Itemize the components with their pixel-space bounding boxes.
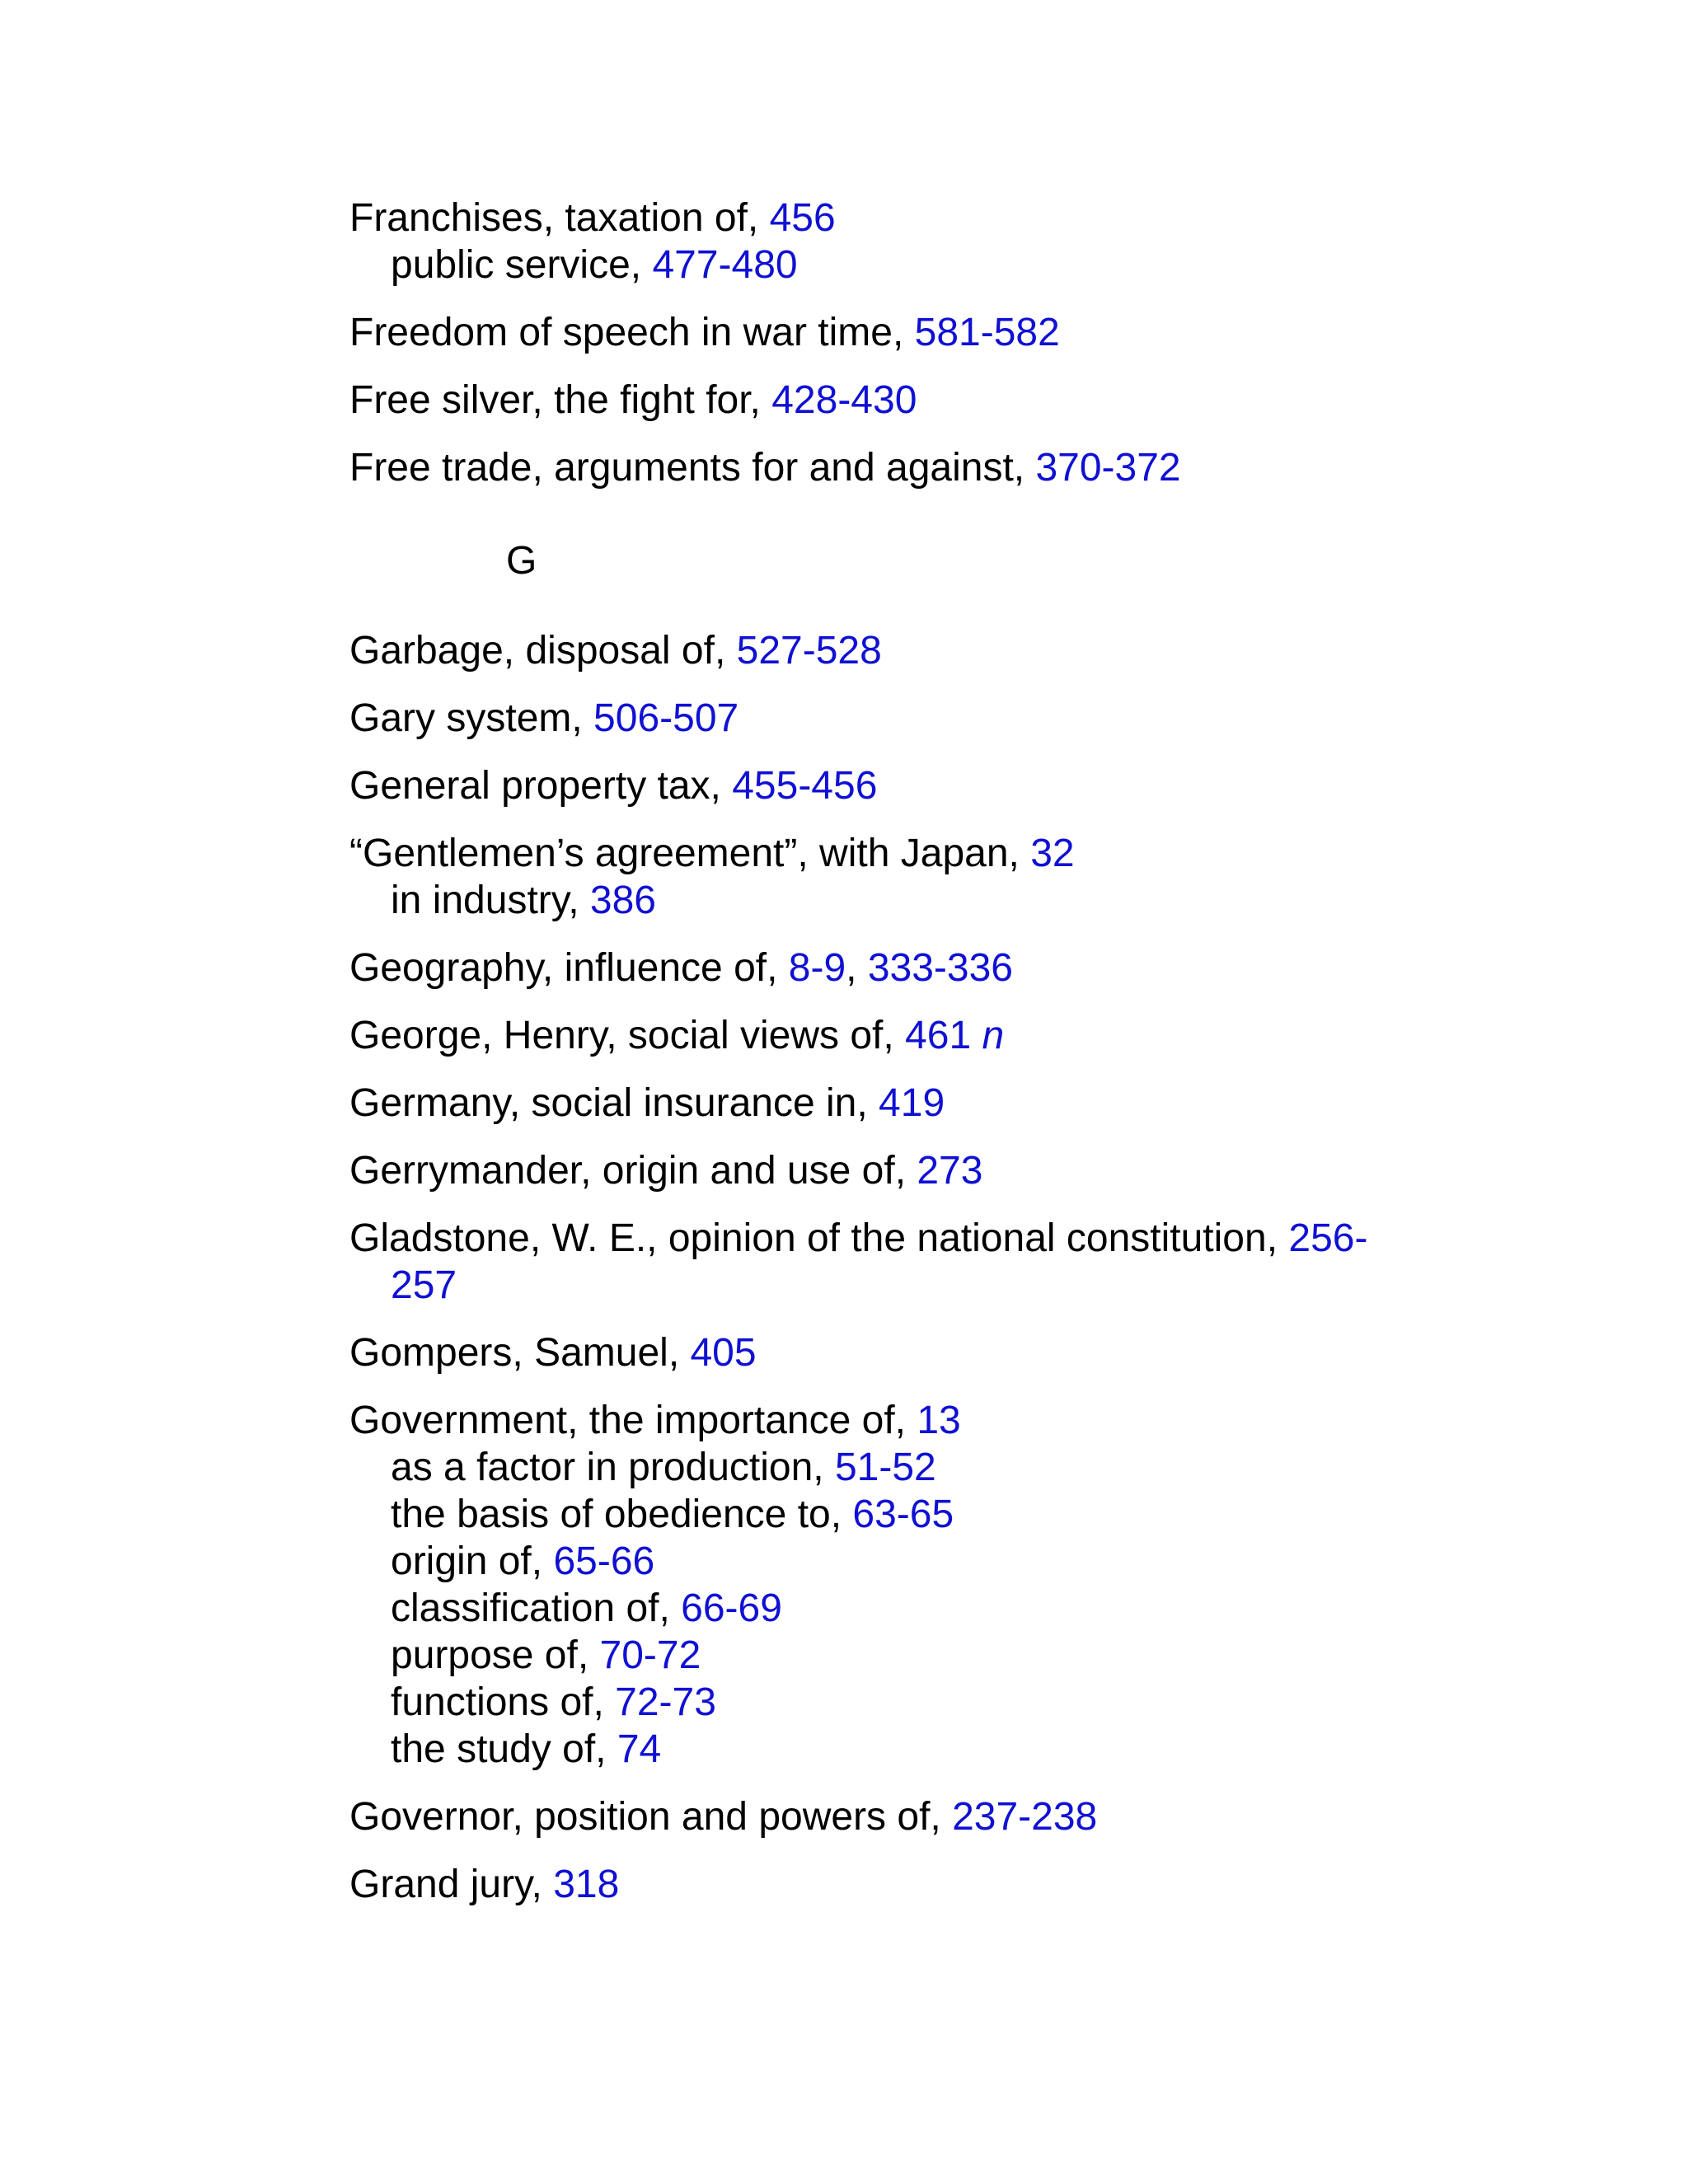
index-entry-free-silver xyxy=(349,377,1503,424)
page-ref-link[interactable]: 273 xyxy=(917,1149,983,1193)
entry-line xyxy=(349,309,1503,356)
entry-line xyxy=(349,1397,1503,1444)
subentry-term: the study of, xyxy=(391,1727,617,1771)
entry-term: “Gentlemen’s agreement”, with Japan, xyxy=(349,832,1031,875)
entry-line xyxy=(349,1215,1503,1262)
subentry-term: the basis of obedience to, xyxy=(391,1493,853,1536)
page-ref-link[interactable]: 70-72 xyxy=(599,1633,701,1677)
entry-term: Geography, influence of, xyxy=(349,946,789,990)
entry-line xyxy=(349,444,1503,491)
index-entry-governor xyxy=(349,1793,1503,1840)
page-ref-link[interactable]: 581-582 xyxy=(914,311,1060,354)
index-entry-gary-system xyxy=(349,695,1503,742)
entry-term: Freedom of speech in war time, xyxy=(349,311,915,354)
page-ref-link[interactable]: 237-238 xyxy=(952,1795,1098,1839)
entry-line xyxy=(349,762,1503,809)
entry-line xyxy=(349,695,1503,742)
subentry-term: origin of, xyxy=(391,1540,554,1583)
index-entry-germany xyxy=(349,1080,1503,1127)
subentry-term: in industry, xyxy=(391,879,590,922)
index-list xyxy=(349,194,1503,1929)
entry-continuation-line xyxy=(349,1262,1503,1309)
entry-term: Gerrymander, origin and use of, xyxy=(349,1149,917,1193)
index-entry-gladstone xyxy=(349,1215,1503,1309)
subentry-line xyxy=(349,1632,1503,1679)
subentry-line xyxy=(349,1491,1503,1538)
entry-line xyxy=(349,944,1503,991)
index-entry-gompers xyxy=(349,1329,1503,1376)
entry-term: Grand jury, xyxy=(349,1863,554,1906)
index-entry-free-trade xyxy=(349,444,1503,491)
subentry-term: classification of, xyxy=(391,1586,682,1630)
page-ref-link[interactable]: 456 xyxy=(769,196,836,240)
entry-line xyxy=(349,194,1503,241)
page-ref-link[interactable]: 477-480 xyxy=(652,243,798,287)
page-ref-link[interactable]: 256- xyxy=(1288,1216,1368,1260)
page-ref-link[interactable]: 51-52 xyxy=(834,1446,936,1489)
entry-line xyxy=(349,627,1503,674)
page-ref-link[interactable]: 419 xyxy=(879,1081,945,1125)
page-ref-link[interactable]: 333-336 xyxy=(867,946,1013,990)
page-ref-link[interactable]: 74 xyxy=(617,1727,662,1771)
entry-term: Governor, position and powers of, xyxy=(349,1795,953,1839)
entry-line xyxy=(349,1793,1503,1840)
subentry-line xyxy=(349,1538,1503,1585)
entry-line xyxy=(349,1147,1503,1194)
subentry-term: purpose of, xyxy=(391,1633,600,1677)
page-ref-link[interactable]: 66-69 xyxy=(681,1586,782,1630)
page-ref-link[interactable]: 386 xyxy=(589,879,656,922)
section-letter-heading: G xyxy=(506,539,537,583)
index-entry-franchises xyxy=(349,194,1503,288)
page-ref-link[interactable]: 65-66 xyxy=(553,1540,655,1583)
subentry-line xyxy=(349,1679,1503,1726)
entry-term: Free trade, arguments for and against, xyxy=(349,446,1036,490)
page-ref-link[interactable]: 455-456 xyxy=(732,764,878,808)
subentry-term: functions of, xyxy=(391,1680,616,1724)
entry-term: Free silver, the fight for, xyxy=(349,378,772,422)
entry-line xyxy=(349,1012,1503,1059)
index-entry-geography xyxy=(349,944,1503,991)
entry-line xyxy=(349,377,1503,424)
index-entry-gerrymander xyxy=(349,1147,1503,1194)
footnote-marker: n xyxy=(982,1014,1005,1057)
subentry-line xyxy=(349,1726,1503,1773)
page-ref-link[interactable]: 506-507 xyxy=(593,696,739,740)
page-ref-link[interactable]: 257 xyxy=(391,1263,457,1307)
entry-line xyxy=(349,1329,1503,1376)
entry-line xyxy=(349,830,1503,877)
subentry-term: as a factor in production, xyxy=(391,1446,835,1489)
index-entry-garbage xyxy=(349,627,1503,674)
entry-term: Gary system, xyxy=(349,696,594,740)
page-ref-link[interactable]: 318 xyxy=(553,1863,620,1906)
page-ref-link[interactable]: 370-372 xyxy=(1035,446,1181,490)
entry-line xyxy=(349,1080,1503,1127)
entry-term: Gompers, Samuel, xyxy=(349,1331,691,1375)
entry-term: Garbage, disposal of, xyxy=(349,629,737,673)
index-entry-george-henry xyxy=(349,1012,1503,1059)
page-ref-link[interactable]: 13 xyxy=(917,1399,961,1442)
subentry-line xyxy=(349,241,1503,288)
entry-line xyxy=(349,1861,1503,1908)
subentry-line xyxy=(349,877,1503,924)
subentry-line xyxy=(349,1444,1503,1491)
index-entry-freedom-of-speech xyxy=(349,309,1503,356)
index-entry-government xyxy=(349,1397,1503,1773)
page-ref-link[interactable]: 63-65 xyxy=(852,1493,954,1536)
entry-term: Gladstone, W. E., opinion of the national constitution, xyxy=(349,1216,1289,1260)
page-ref-link[interactable]: 32 xyxy=(1030,832,1075,875)
page-ref-link[interactable]: 405 xyxy=(690,1331,757,1375)
page-ref-link[interactable]: 8-9 xyxy=(788,946,846,990)
page-ref-link[interactable] xyxy=(905,1014,1004,1057)
subentry-line xyxy=(349,1585,1503,1632)
index-entry-general-property-tax xyxy=(349,762,1503,809)
subentry-term: public service, xyxy=(391,243,653,287)
page-ref-link[interactable]: 72-73 xyxy=(615,1680,716,1724)
entry-term: Franchises, taxation of, xyxy=(349,196,770,240)
entry-term: Germany, social insurance in, xyxy=(349,1081,879,1125)
entry-term: General property tax, xyxy=(349,764,733,808)
ref-separator: , xyxy=(846,946,868,990)
page-ref-link[interactable]: 527-528 xyxy=(736,629,882,673)
page-ref-link[interactable]: 428-430 xyxy=(771,378,917,422)
page-ref-number: 461 xyxy=(905,1014,972,1057)
entry-term: George, Henry, social views of, xyxy=(349,1014,906,1057)
index-entry-grand-jury xyxy=(349,1861,1503,1908)
index-entry-gentlemens-agreement xyxy=(349,830,1503,924)
entry-term: Government, the importance of, xyxy=(349,1399,917,1442)
